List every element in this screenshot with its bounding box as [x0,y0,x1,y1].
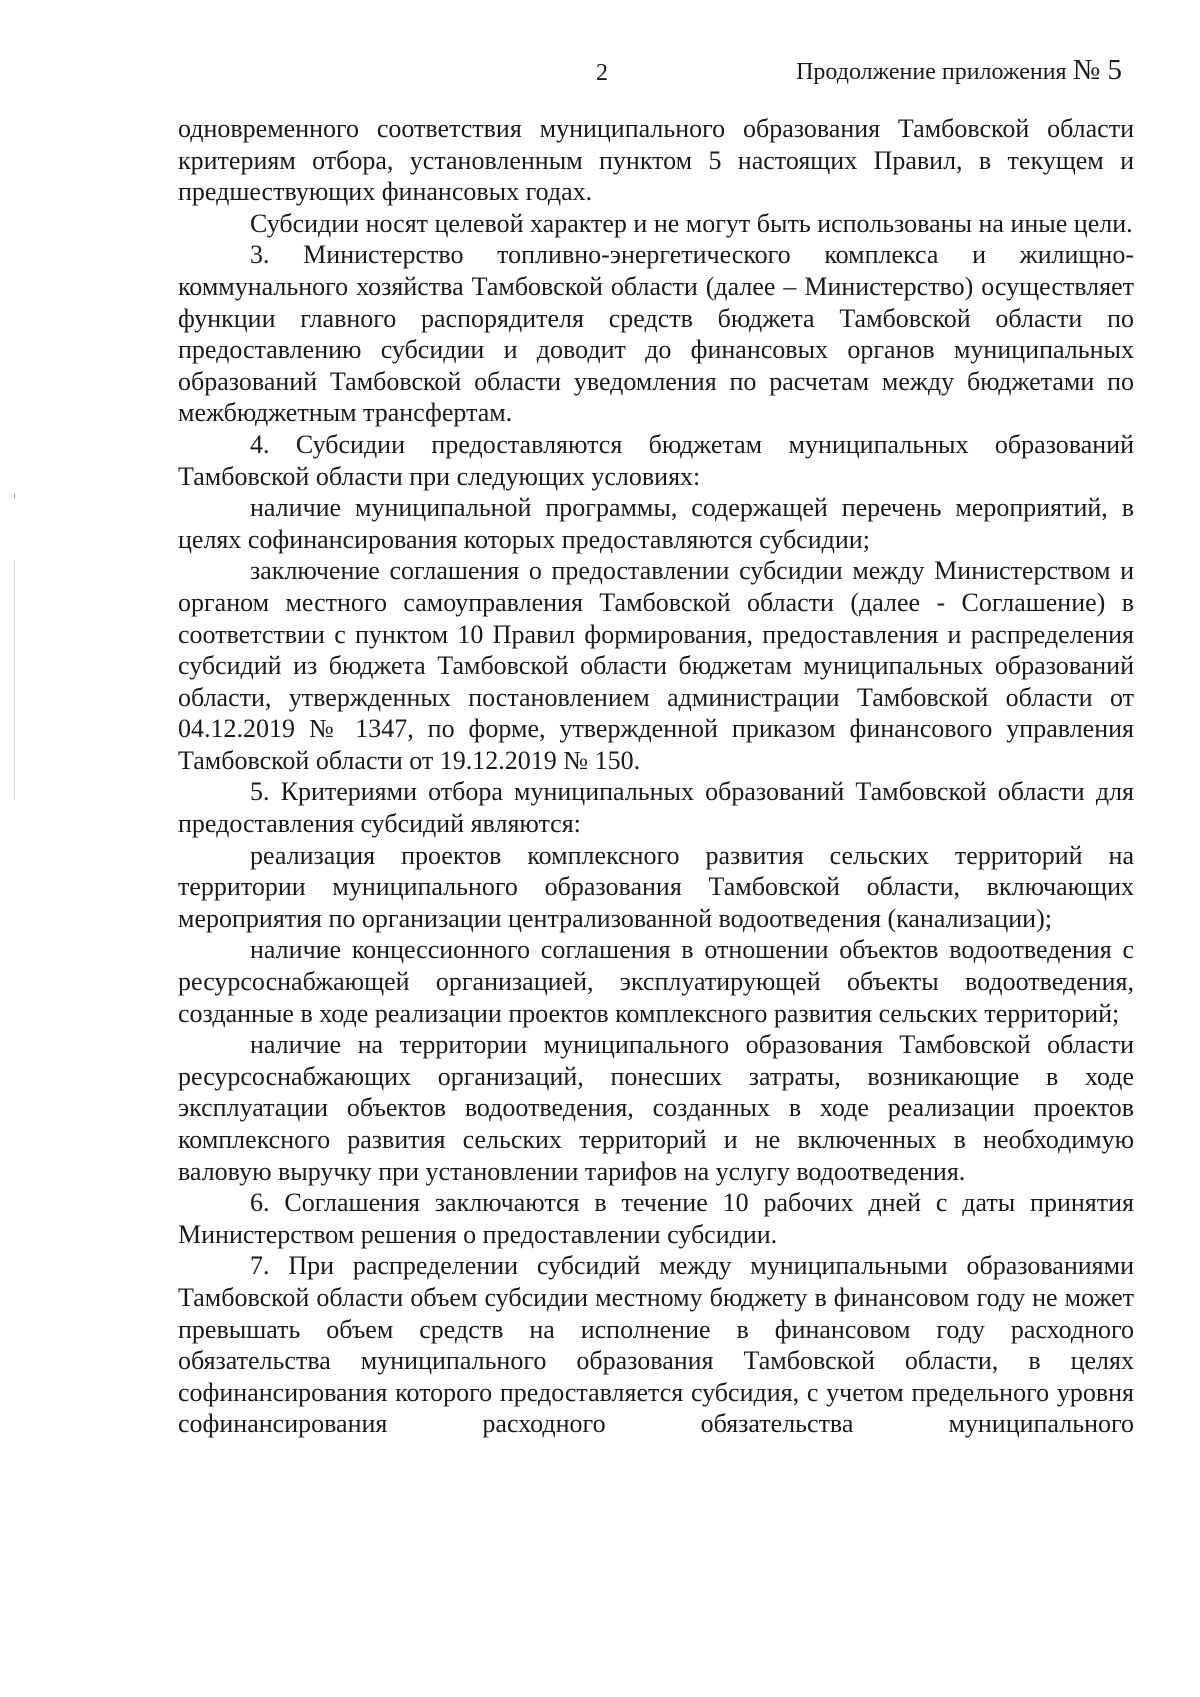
appendix-number: № 5 [1072,54,1122,86]
page-number: 2 [596,60,608,86]
paragraph-item-3: 3. Министерство топливно-энергетического комплекса и жилищно-коммунального хозяйства Тамбовской области (далее – Министерство) осуществляет функции главного распорядителя средств бюджета Тамбовской области по предоставлению субсидии и доводит до финансовых органов муниципальных образований Тамбовской области уведомления по расчетам между бюджетами по межбюджетным трансфертам. [178,240,1134,428]
scan-margin-mark [14,560,15,800]
paragraph-criterion-projects: реализация проектов комплексного развития сельских территорий на территории муниципального образования Тамбовской области, включающих мероприятия по организации централизованной водоотведения (канализации); [178,840,1134,933]
page-header [0,54,1200,94]
scan-margin-mark [14,494,15,498]
continuation-label-text: Продолжение приложения [796,59,1067,85]
paragraph-item-5: 5. Критериями отбора муниципальных образований Тамбовской области для предоставления субсидий являются: [178,777,1134,839]
paragraph-criterion-organizations: наличие на территории муниципального образования Тамбовской области ресурсоснабжающих организаций, понесших затраты, возникающие в ходе эксплуатации объектов водоотведения, созданных в ходе реализации проектов комплексного развития сельских территорий и не включенных в необходимую валовую выручку при установлении тарифов на услугу водоотведения. [178,1030,1134,1186]
paragraph-item-7: 7. При распределении субсидий между муниципальными образованиями Тамбовской области объем субсидии местному бюджету в финансовом году не может превышать объем средств на исполнение в финансовом году расходного обязательства муниципального образования Тамбовской области, в целях софинансирования которого предоставляется субсидия, с учетом предельного уровня софинансирования расходного обязательства муниципального [178,1251,1134,1439]
paragraph-condition-agreement: заключение соглашения о предоставлении субсидии между Министерством и органом местного самоуправления Тамбовской области (далее - Соглашение) в соответствии с пунктом 10 Правил формирования, предоставления и распределения субсидий из бюджета Тамбовской области бюджетам муниципальных образований области, утвержденных постановлением администрации Тамбовской области от 04.12.2019 № 1347, по форме, утвержденной приказом финансового управления Тамбовской области от 19.12.2019 № 150. [178,556,1134,775]
paragraph-item-4: 4. Субсидии предоставляются бюджетам муниципальных образований Тамбовской области при следующих условиях: [178,429,1134,491]
paragraph-item-6: 6. Соглашения заключаются в течение 10 рабочих дней с даты принятия Министерством решения о предоставлении субсидии. [178,1188,1134,1249]
appendix-continuation-label [796,54,1122,87]
paragraph-subsidy-purpose: Субсидии носят целевой характер и не могут быть использованы на иные цели. [250,208,1133,238]
document-body [178,113,1134,1440]
paragraph-criterion-concession: наличие концессионного соглашения в отношении объектов водоотведения с ресурсоснабжающей организацией, эксплуатирующей объекты водоотведения, созданные в ходе реализации проектов комплексного развития сельских территорий; [178,935,1134,1028]
paragraph-continuation: одновременного соответствия муниципального образования Тамбовской области критериям отбора, установленным пунктом 5 настоящих Правил, в текущем и предшествующих финансовых годах. [178,114,1134,207]
paragraph-condition-program: наличие муниципальной программы, содержащей перечень мероприятий, в целях софинансирования которых предоставляются субсидии; [178,493,1134,554]
